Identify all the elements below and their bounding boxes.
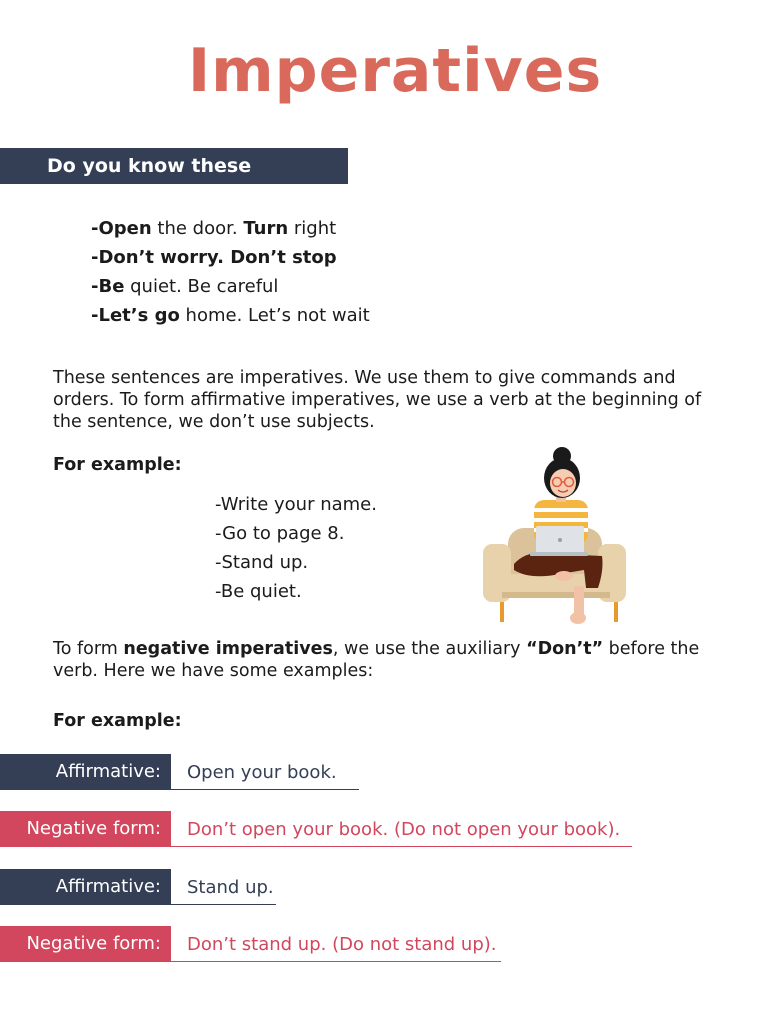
example-label: For example: bbox=[53, 711, 182, 731]
affirmative-tag: Affirmative: bbox=[0, 869, 171, 905]
example-item: -Go to page 8. bbox=[215, 523, 345, 544]
phrase-item: -Be quiet. Be careful bbox=[91, 276, 279, 297]
phrase-item: -Open the door. Turn right bbox=[91, 218, 337, 239]
negative-example: Don’t stand up. (Do not stand up). bbox=[171, 926, 501, 962]
phrase-item: -Don’t worry. Don’t stop bbox=[91, 247, 337, 268]
affirmative-example: Open your book. bbox=[171, 754, 359, 790]
affirmative-example: Stand up. bbox=[171, 869, 276, 905]
phrase-list bbox=[91, 214, 370, 330]
negative-paragraph: To form negative imperatives, we use the auxiliary “Don’t” before the verb. Here we have some examples: bbox=[53, 639, 700, 681]
negative-example: Don’t open your book. (Do not open your book). bbox=[171, 811, 632, 847]
page-title: Imperatives bbox=[187, 36, 603, 106]
affirmative-tag: Affirmative: bbox=[0, 754, 171, 790]
intro-paragraph: These sentences are imperatives. We use them to give commands and orders. To form affirmative imperatives, we use a verb at the beginning of the sentence, we don’t use subjects. bbox=[53, 368, 702, 432]
example-item: -Be quiet. bbox=[215, 581, 302, 602]
negative-tag: Negative form: bbox=[0, 811, 171, 847]
example-label: For example: bbox=[53, 455, 182, 475]
woman-with-laptop-illustration bbox=[478, 446, 630, 628]
negative-tag: Negative form: bbox=[0, 926, 171, 962]
example-item: -Stand up. bbox=[215, 552, 309, 573]
section-banner: Do you know these phrases? bbox=[0, 148, 348, 184]
example-item: -Write your name. bbox=[215, 494, 377, 515]
example-list bbox=[215, 490, 377, 606]
phrase-item: -Let’s go home. Let’s not wait bbox=[91, 305, 370, 326]
